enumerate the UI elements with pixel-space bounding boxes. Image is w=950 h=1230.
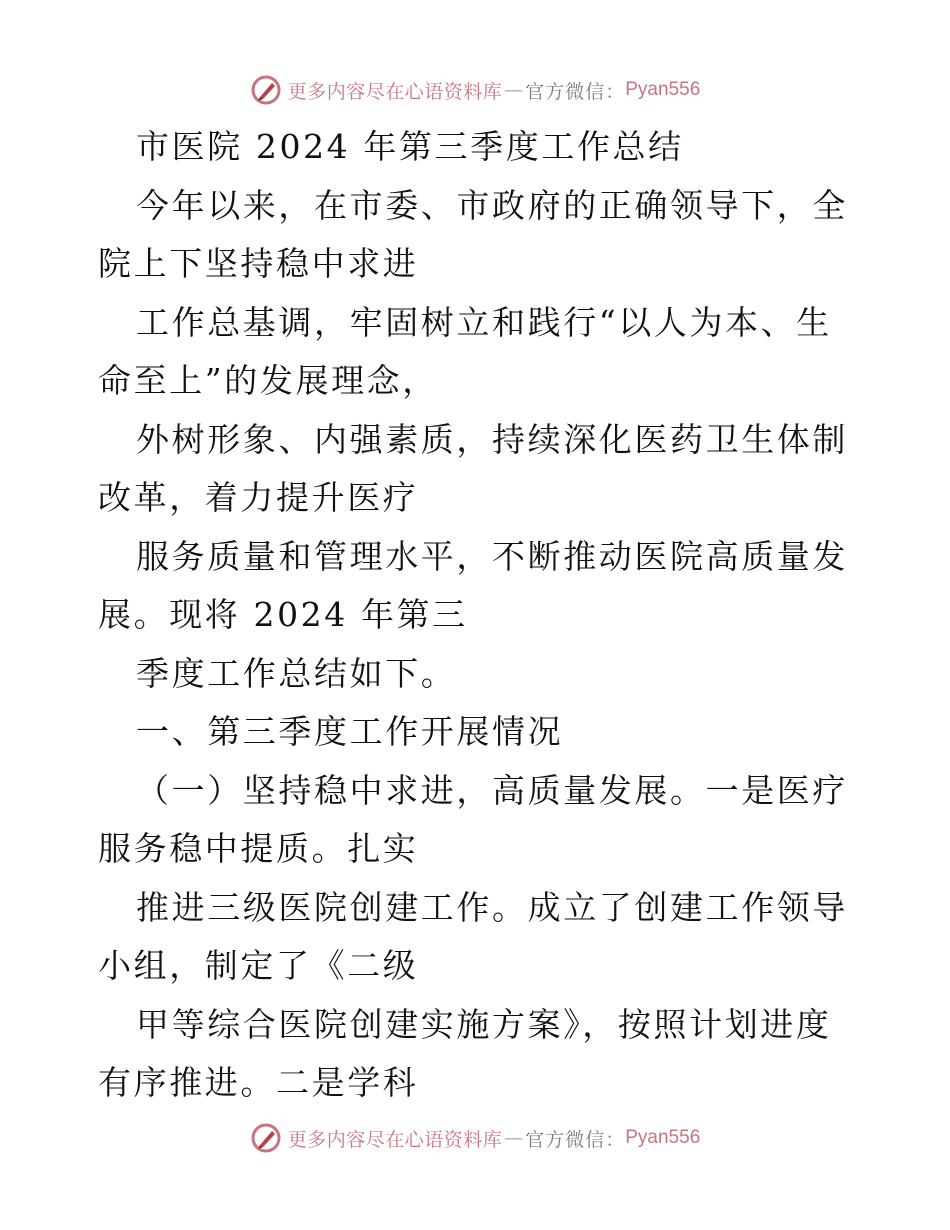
paragraph: 工作总基调，牢固树立和践行“以人为本、生命至上”的发展理念， [98, 302, 832, 400]
watermark-dash: — [504, 1127, 524, 1149]
document-body [98, 118, 858, 1113]
watermark-text: 更多内容尽在心语资料库 [287, 1128, 503, 1151]
paragraph: 季度工作总结如下。 [136, 653, 457, 693]
paragraph: 推进三级医院创建工作。成立了创建工作领导小组，制定了《二级 [98, 887, 848, 985]
paragraph: 外树形象、内强素质，持续深化医药卫生体制改革，着力提升医疗 [98, 419, 848, 517]
paragraph: 甲等综合医院创建实施方案》，按照计划进度有序推进。二是学科 [98, 1004, 832, 1102]
document-title: 市医院 2024 年第三季度工作总结 [136, 127, 684, 166]
pen-logo-icon [250, 74, 282, 106]
watermark-text: 更多内容尽在心语资料库 [287, 80, 503, 103]
header-watermark [0, 70, 950, 110]
watermark-label: 官方微信： [525, 80, 626, 103]
paragraph: 今年以来，在市委、市政府的正确领导下，全院上下坚持稳中求进 [98, 185, 848, 283]
pen-logo-icon [250, 1122, 282, 1154]
footer-watermark [0, 1118, 950, 1158]
watermark-label: 官方微信： [525, 1128, 626, 1151]
paragraph: （一）坚持稳中求进，高质量发展。一是医疗服务稳中提质。扎实 [98, 770, 848, 868]
paragraph: 服务质量和管理水平，不断推动医院高质量发展。现将 2024 年第三 [98, 536, 848, 634]
watermark-dash: — [504, 79, 524, 101]
watermark-id: Pyan556 [625, 1127, 701, 1148]
watermark-id: Pyan556 [625, 79, 701, 100]
section-heading: 一、第三季度工作开展情况 [136, 712, 564, 751]
